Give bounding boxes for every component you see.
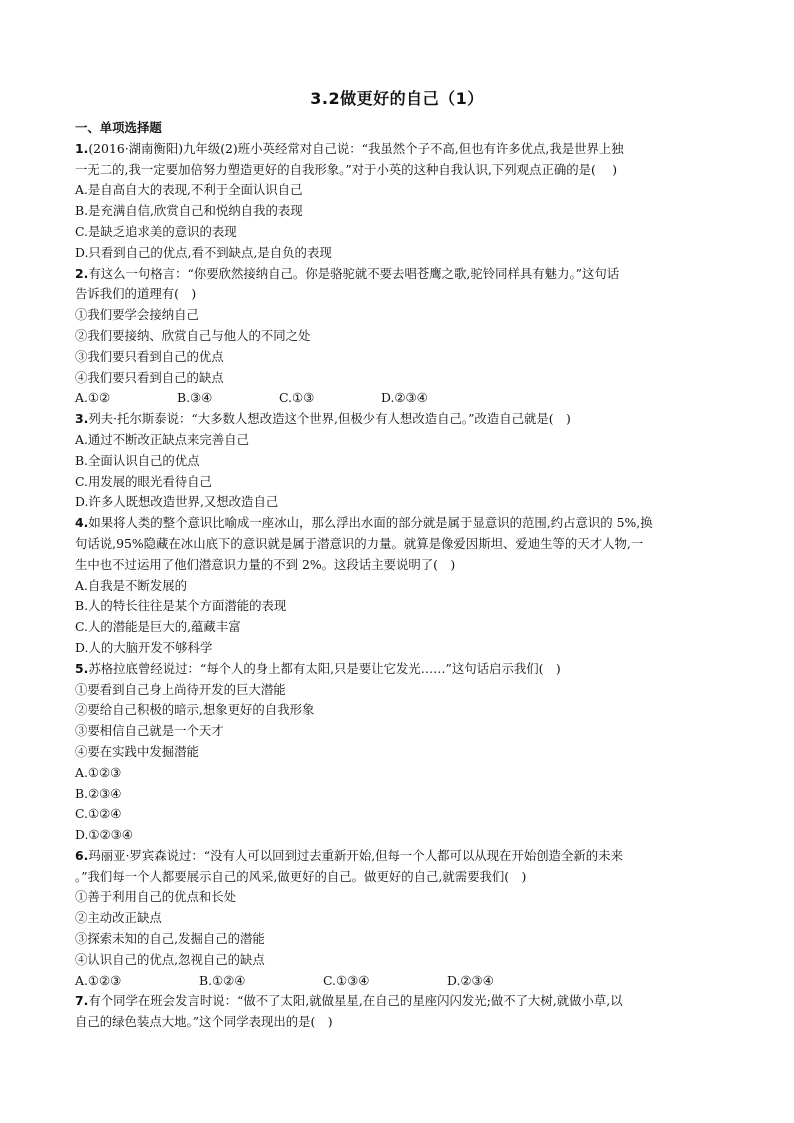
question-number: 7. (75, 993, 89, 1009)
question-3-option-c: C.用发展的眼光看待自己 (75, 473, 212, 489)
stem-text: 有个同学在班会发言时说：“做不了太阳,就做星星,在自己的星座闪闪发光;做不了大树,就做小草,以 (88, 993, 623, 1009)
question-1-option-c: C.是缺乏追求美的意识的表现 (75, 223, 237, 239)
question-5-option-c: C.①②④ (75, 806, 122, 822)
question-4-stem-line-3: 生中也不过运用了他们潜意识力量的不到 2%。这段话主要说明了( ) (75, 556, 456, 572)
question-6-item-3: ③探索未知的自己,发掘自己的潜能 (75, 931, 265, 947)
question-2-choices (75, 388, 725, 409)
question-3-option-b: B.全面认识自己的优点 (75, 452, 200, 468)
choice-d: D.②③④ (381, 390, 428, 406)
stem-text: 如果将人类的整个意识比喻成一座冰山，那么浮出水面的部分就是属于显意识的范围,约占意识的 5%,换 (88, 515, 653, 531)
page-title: 3.2做更好的自己（1） (310, 89, 484, 108)
question-list (75, 118, 725, 1033)
question-2-item-2: ②我们要接纳、欣赏自己与他人的不同之处 (75, 327, 311, 343)
question-3-option-d: D.许多人既想改造世界,又想改造自己 (75, 494, 279, 510)
question-2-item-3: ③我们要只看到自己的优点 (75, 348, 224, 364)
question-5-item-4: ④要在实践中发掘潜能 (75, 743, 199, 759)
question-1-option-d: D.只看到自己的优点,看不到缺点,是自负的表现 (75, 244, 332, 260)
choice-b: B.①②④ (199, 972, 246, 988)
question-6-stem-line-2: 。”我们每一个人都要展示自己的风采,做更好的自己。做更好的自己,就需要我们( ) (75, 868, 527, 884)
question-1-stem-line-1 (75, 139, 725, 160)
question-2-item-4: ④我们要只看到自己的缺点 (75, 369, 224, 385)
question-5-stem-line-1 (75, 659, 725, 680)
question-number: 6. (75, 847, 89, 863)
question-5-option-a: A.①②③ (75, 764, 122, 780)
question-2-item-1: ①我们要学会接纳自己 (75, 307, 199, 323)
choice-a: A.①②③ (75, 972, 122, 988)
question-1-option-b: B.是充满自信,欣赏自己和悦纳自我的表现 (75, 203, 303, 219)
question-6-stem-line-1 (75, 846, 725, 867)
question-7-stem-line-1 (75, 991, 725, 1012)
choice-d: D.②③④ (447, 972, 494, 988)
question-1-option-a: A.是自高自大的表现,不利于全面认识自己 (75, 182, 303, 198)
question-6-item-1: ①善于利用自己的优点和长处 (75, 889, 237, 905)
choice-c: C.①③④ (323, 972, 370, 988)
question-2-stem-line-1 (75, 264, 725, 285)
question-6-item-4: ④认识自己的优点,忽视自己的缺点 (75, 951, 265, 967)
question-2-stem-line-2: 告诉我们的道理有( ) (75, 286, 197, 302)
stem-text: 玛丽亚·罗宾森说过：“没有人可以回到过去重新开始,但每一个人都可以从现在开始创造全新的未来 (88, 847, 623, 863)
question-6-choices (75, 971, 725, 992)
question-4-option-b: B.人的特长往往是某个方面潜能的表现 (75, 598, 287, 614)
question-number: 5. (75, 660, 89, 676)
question-number: 4. (75, 515, 89, 531)
question-6-item-2: ②主动改正缺点 (75, 910, 162, 926)
question-number: 2. (75, 265, 89, 281)
section-heading: 一、单项选择题 (75, 120, 162, 135)
question-5-option-b: B.②③④ (75, 785, 122, 801)
question-number: 1. (75, 140, 89, 156)
question-number: 3. (75, 411, 89, 427)
choice-a: A.①② (75, 390, 111, 406)
stem-text: 苏格拉底曾经说过：“每个人的身上都有太阳,只是要让它发光……”这句话启示我们( ) (88, 660, 561, 676)
choice-b: B.③④ (177, 390, 213, 406)
stem-text: (2016·湖南衡阳)九年级(2)班小英经常对自己说：“我虽然个子不高,但也有许多优点,我是世界上独 (88, 140, 624, 156)
question-3-option-a: A.通过不断改正缺点来完善自己 (75, 431, 249, 447)
question-4-option-c: C.人的潜能是巨大的,蕴藏丰富 (75, 619, 241, 635)
stem-text: 列夫·托尔斯泰说：“大多数人想改造这个世界,但极少有人想改造自己。”改造自己就是( ) (88, 411, 571, 427)
question-5-item-1: ①要看到自己身上尚待开发的巨大潜能 (75, 681, 286, 697)
question-5-option-d: D.①②③④ (75, 827, 133, 843)
question-5-item-2: ②要给自己积极的暗示,想象更好的自我形象 (75, 702, 315, 718)
question-4-stem-line-1 (75, 513, 725, 534)
question-3-stem-line-1 (75, 409, 725, 430)
question-5-item-3: ③要相信自己就是一个天才 (75, 723, 224, 739)
question-1-stem-line-2: 一无二的,我一定要加倍努力塑造更好的自我形象。”对于小英的这种自我认识,下列观点正确的是( ) (75, 161, 618, 177)
question-7-stem-line-2: 自己的绿色装点大地。”这个同学表现出的是( ) (75, 1014, 333, 1030)
question-4-stem-line-2: 句话说,95%隐藏在冰山底下的意识就是属于潜意识的力量。就算是像爱因斯坦、爱迪生等的天才人物,一 (75, 535, 644, 551)
question-4-option-a: A.自我是不断发展的 (75, 577, 188, 593)
question-4-option-d: D.人的大脑开发不够科学 (75, 639, 213, 655)
choice-c: C.①③ (279, 390, 315, 406)
stem-text: 有这么一句格言：“你要欣然接纳自己。你是骆驼就不要去唱苍鹰之歌,驼铃同样具有魅力。”这句话 (88, 265, 620, 281)
